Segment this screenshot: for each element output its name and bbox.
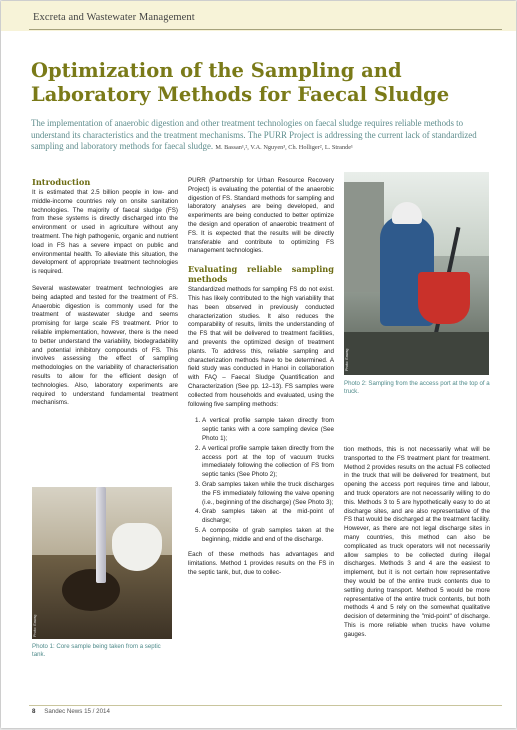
list-item: 3. Grab samples taken while the truck discharges the FS immediately following the valve opening (i.e., beginning of the discharge) (See Photo 3); — [202, 481, 334, 507]
photo-ground — [344, 332, 489, 375]
page-number: 8 — [32, 708, 36, 715]
sampling-methods-list — [188, 417, 334, 544]
footer-rule — [29, 705, 502, 706]
section-label: Excreta and Wastewater Management — [33, 12, 195, 23]
heading-sampling-methods: Evaluating reliable sampling methods — [188, 264, 334, 285]
column-1 — [32, 177, 178, 416]
paragraph: Several wastewater treatment technologies are being adapted and tested for the treatment of FS. Anaerobic digestion is commonly used for the treatment of wastewater sludge and seems promising for large scale FS treatment. Prior to reliable implementation, however, there is the need to better understand the variability, biodegradability and potential inhibitory compounds of FS. This involves assessing the effect of sampling methodologies on the variability of characterisation results to allow for the efficient design of technologies. Also, laboratory experiments are required to understand fundamental treatment mechanisms. — [32, 284, 178, 407]
footer — [32, 708, 110, 715]
title-line-1: Optimization of the Sampling and — [31, 59, 402, 82]
article-title — [31, 59, 501, 107]
column-2 — [188, 177, 334, 586]
heading-introduction: Introduction — [32, 177, 91, 187]
photo-helmet — [392, 202, 422, 224]
paragraph: Each of these methods has advantages and limitations. Method 1 provides results on the FS in the septic tank, but, due to collec- — [188, 551, 334, 577]
photo-toilet — [112, 523, 162, 571]
photo-2-caption: Photo 2: Sampling from the access port at the top of a truck. — [344, 380, 490, 396]
magazine-page — [1, 1, 516, 728]
authors: M. Bassan¹,², V.A. Nguyen³, Ch. Holliger², L. Strande¹ — [215, 144, 353, 152]
photo-core-sampler — [96, 487, 106, 583]
list-item: 5. A composite of grab samples taken at the beginning, middle and end of the discharge. — [202, 527, 334, 545]
photo-septic-tank — [32, 487, 172, 639]
photo-truck-sampling — [344, 172, 489, 375]
list-item: 4. Grab samples taken at the mid-point of discharge; — [202, 508, 334, 526]
paragraph: tion methods, this is not necessarily what will be transported to the FS treatment plant for treatment. Method 2 provides results on the actual FS collected in the truck that will be delivered for treatment, but opening the access port requires time and labour, and truck operators are not necessarily willing to do this. Methods 3 to 5 are hypothetically easy to do at discharge sites, and are also representative of the FS that would be discharged at the treatment facility. However, as there are not legal discharge sites in many countries, this method can also be complicated as truck operators will not necessarily allow samples to be collected during illegal discharges. Methods 3 and 4 are the easiest to implement, but it is not certain how representative they would be of the entire truck contents due to settling during transport. Method 5 would be more representative of the entire truck contents, but both methods 4 and 5 rely on the somewhat qualitative decision of determining the "mid-point" of discharge. This is more reliable when trucks have volume gauges. — [344, 446, 490, 638]
photo-credit: Photo: Eawag — [345, 348, 349, 371]
photo-credit: Photo: Eawag — [33, 614, 37, 637]
paragraph: It is estimated that 2.5 billion people in low- and middle-income countries rely on onsite sanitation technologies. The majority of faecal sludge (FS) from these systems is directly discharged into the environment or used in agriculture without any treatment. The high pathogenic, organic and nutrient load in FS has a severe impact on public and environmental health. To alleviate this situation, the development of appropriate treatment technologies is required. — [32, 189, 178, 276]
column-3 — [344, 446, 490, 648]
paragraph: PURR (Partnership for Urban Resource Recovery Project) is evaluating the potential of the anaerobic digestion of FS. Standard methods for sampling and laboratory analyses are being developed, and experiments are being conducted to better optimize the design and operation of anaerobic treatment of FS. It is expected that the results will be directly transferable and contribute to optimizing FS management technologies. — [188, 177, 334, 255]
photo-tank-opening — [62, 569, 120, 611]
list-item: 1. A vertical profile sample taken directly from septic tanks with a core sampling device (See Photo 1); — [202, 417, 334, 443]
paragraph: Standardized methods for sampling FS do not exist. This has likely contributed to the high variability that has been observed in previously conducted characterization studies. It also reduces the comparability of results, limits the understanding of the FS that will be delivered to treatment facilities, and prevents the optimized design of treatment plants. To address this, reliable sampling and characterization methods have to be determined. A field study was conducted in Hanoi in collaboration with FAQ – Faecal Sludge Quantification and Characterization (See pp. 12–13). FS samples were collected from households and evaluated, using the following five sampling methods: — [188, 286, 334, 408]
article-lead — [31, 118, 501, 154]
photo-red-bucket — [418, 272, 470, 324]
title-line-2: Laboratory Methods for Faecal Sludge — [31, 83, 450, 106]
lead-text: The implementation of anaerobic digestion and other treatment technologies on faecal sludge requires reliable methods to understand its characteristics and the treatment mechanisms. The PURR Project is addressing the current lack of standardized sampling and laboratory methods for faecal sludge. — [31, 118, 477, 152]
publication-name: Sandec News 15 / 2014 — [44, 708, 110, 715]
list-item: 2. A vertical profile sample taken directly from the access port at the top of vacuum trucks immediately following the collection of FS from septic tanks (See Photo 2); — [202, 445, 334, 480]
header-rule — [29, 29, 502, 30]
photo-1-caption: Photo 1: Core sample being taken from a septic tank. — [32, 643, 161, 659]
photo-building — [344, 182, 384, 292]
